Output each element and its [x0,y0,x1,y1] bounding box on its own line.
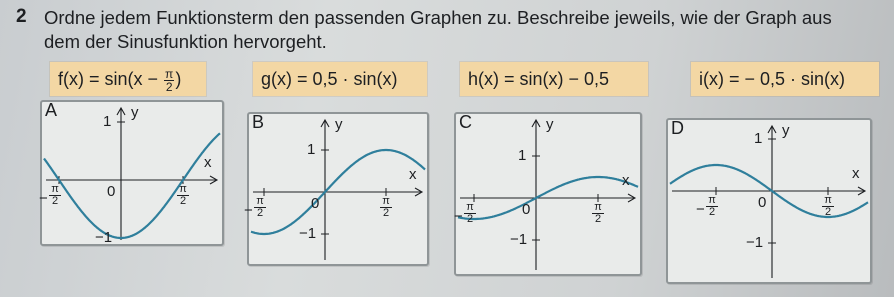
fraction-numerator: π [822,195,834,207]
fraction-denominator: 2 [382,207,390,219]
y-axis-label: y [131,104,139,121]
fraction-denominator: 2 [179,195,187,207]
tick-label-one: 1 [103,113,112,130]
term-i-text: i(x) = − 0,5 · sin(x) [699,69,846,89]
fraction [706,195,718,218]
fraction-denominator: 2 [51,195,59,207]
tick-label-minus-one: −1 [299,225,317,242]
fraction-numerator: π [380,196,392,208]
x-axis-label: x [409,166,417,183]
origin-label: 0 [758,194,767,211]
tick-label-one: 1 [754,130,763,147]
minus-sign: − [39,190,48,207]
tick-label-pi-half [592,202,604,225]
y-axis-label: y [335,116,343,133]
term-f-mid: (x − [127,69,159,89]
origin-label: 0 [107,183,116,200]
origin-label: 0 [522,201,531,218]
graph-panel-c [454,112,642,276]
tick-label-pi-half [380,196,392,219]
panel-letter: D [671,118,684,138]
term-f-frac-den: 2 [165,79,173,94]
graph-panel-b [244,112,429,266]
origin-label: 0 [311,195,320,212]
function-curve [44,133,220,238]
task-instruction: Ordne jedem Funktionsterm den passenden Graphen zu. Beschreibe jeweils, wie der Graph aus dem der Sinusfunktion hervorgeht. [44,7,832,52]
fraction [464,202,476,225]
term-f-post: ) [175,69,182,89]
graph-svg [42,102,222,244]
minus-sign: − [696,201,705,218]
panel-letter: B [252,112,265,132]
fraction-numerator: π [592,202,604,214]
x-axis-label: x [622,172,630,189]
graph-svg [456,114,640,274]
y-axis-label: y [546,116,554,133]
term-f-fraction [164,68,174,93]
fraction-numerator: π [177,184,189,196]
x-axis-label: x [852,165,860,182]
fraction-numerator: π [49,184,61,196]
fraction-denominator: 2 [594,213,602,225]
tick-label-pi-half [822,195,834,218]
minus-sign: − [244,202,253,219]
x-axis-label: x [204,154,212,171]
fraction [49,184,61,207]
graph-panel-a [40,100,224,246]
term-i [691,62,879,96]
tick-label-one: 1 [518,147,527,164]
tick-label-minus-one: −1 [746,234,764,251]
graph-panel-d [666,118,872,284]
task-number: 2 [16,6,27,27]
fraction-denominator: 2 [256,207,264,219]
tick-label-minus-one: −1 [510,231,528,248]
fraction [254,196,266,219]
term-f-frac-num: π [165,66,174,81]
tick-label-pi-half [177,184,189,207]
fraction-numerator: π [464,202,476,214]
term-g-text: g(x) = 0,5 · sin(x) [261,69,398,89]
fraction-denominator: 2 [708,206,716,218]
term-h-text: h(x) = sin(x) − 0,5 [468,69,610,89]
term-f [50,62,206,96]
fraction-numerator: π [706,195,718,207]
term-f-pre: f(x) = sin [58,69,128,89]
term-h [460,62,648,96]
panel-letter: A [45,100,58,120]
tick-label-one: 1 [307,141,316,158]
minus-sign: − [454,208,463,225]
fraction-denominator: 2 [466,213,474,225]
fraction-numerator: π [254,196,266,208]
fraction-denominator: 2 [824,206,832,218]
term-g [253,62,427,96]
graph-svg [249,114,427,264]
tick-label-minus-one: −1 [95,229,113,246]
panel-letter: C [459,112,472,132]
y-axis-label: y [782,122,790,139]
